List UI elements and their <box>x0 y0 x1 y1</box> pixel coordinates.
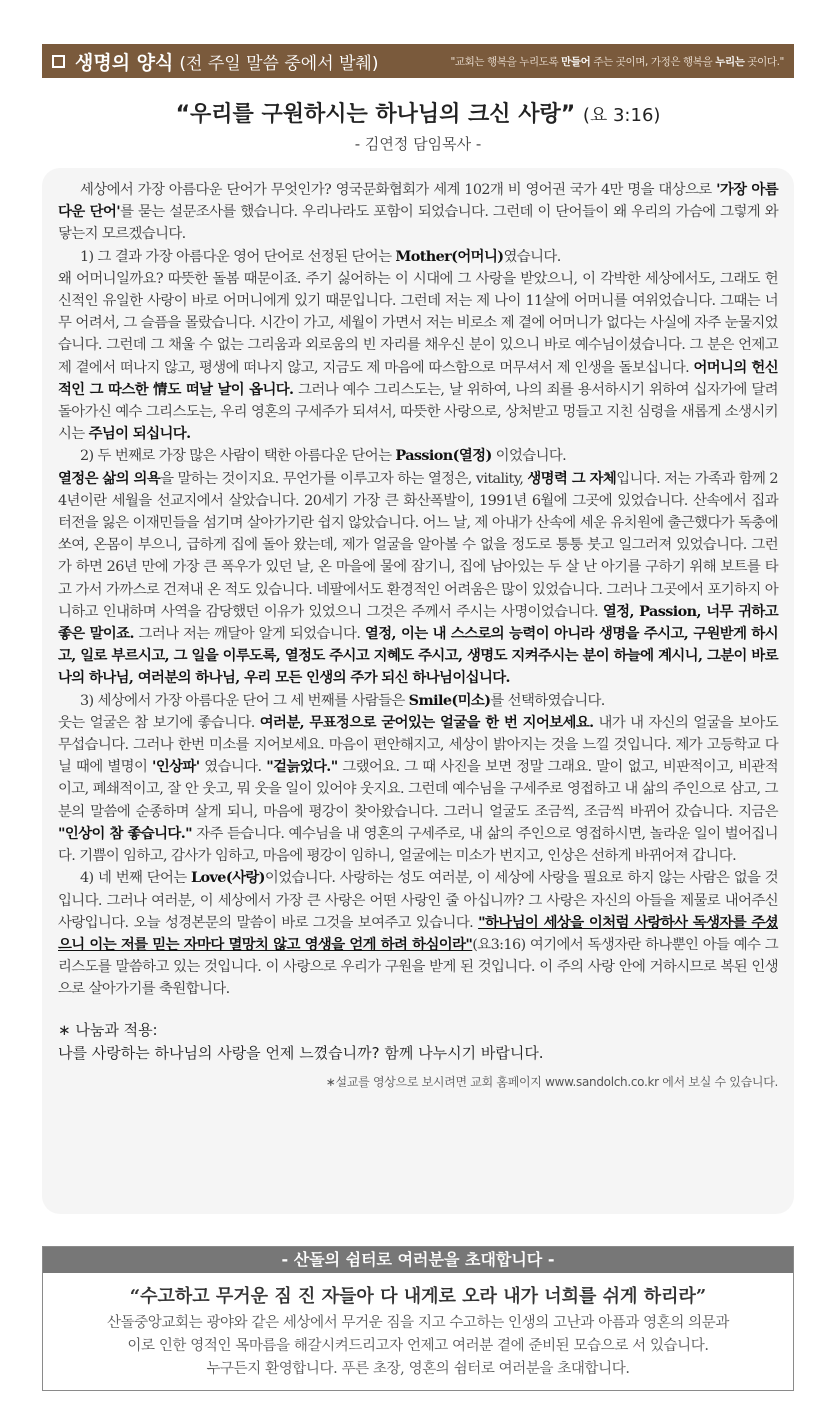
church-tagline: "교회는 행복을 누리도록 만들어 주는 곳이며, 가정은 행복을 누리는 곳이다." <box>450 55 784 68</box>
sermon-title: “우리를 구원하시는 하나님의 크신 사랑” (요 3:16) <box>175 102 661 127</box>
section-subtitle: (전 주일 말씀 중에서 발췌) <box>179 53 379 74</box>
scripture-reference: (요 3:16) <box>582 105 661 126</box>
paragraph-point-2: 2) 두 번째로 가장 많은 사람이 택한 아름다운 단어는 Passion(열정) 이었습니다. <box>80 447 567 465</box>
section-header-bar <box>42 44 794 78</box>
sermon-body <box>42 168 794 1214</box>
application-heading: ∗ 나눔과 적용: <box>58 1020 158 1039</box>
application-question: 나를 사랑하는 하나님의 사랑을 언제 느꼈습니까? 함께 나누시기 바랍니다. <box>58 1043 544 1062</box>
invitation-heading: - 산돌의 쉼터로 여러분을 초대합니다 - <box>43 1247 793 1273</box>
application-section <box>58 1019 778 1065</box>
invitation-box <box>42 1246 794 1391</box>
preacher-name: - 김연정 담임목사 - <box>354 135 482 153</box>
paragraph-mother: 왜 어머니일까요? 따뜻한 돌봄 때문이죠. 주기 싫어하는 이 시대에 그 사랑을 받았으니, 이 각박한 세상에서도, 그래도 헌신적인 유일한 사랑이 바로 어머니에게 있기 때문입니다. 그런데 저는 제 나이 11살에 어머니를 여위었습니다. 그때는 너무 어려서, 그 슬픔을 몰랐습니다. 시간이 가고, 세월이 가면서 저는 비로소 제 곁에 어머니가 없다는 사실에 자주 눈물지었습니다. 그런데 그 채울 수 없는 그리움과 외로움의 빈 자리를 채우신 분이 있으니 바로 예수님이셨습니다. 그 분은 언제고 제 곁에서 떠나지 않고, 평생에 떠나지 않고, 지금도 제 마음에 따스함으로 머무셔서 제 인생을 돌보십니다. 어머니의 헌신적인 그 따스한 情도 떠날 날이 옵니다. 그러나 예수 그리스도는, 날 위하여, 나의 죄를 용서하시기 위하여 십자가에 달려 돌아가신 예수 그리스도는, 우리 영혼의 구세주가 되셔서, 따뜻한 사랑으로, 상처받고 멍들고 지친 심령을 새롭게 소생시키시는 주님이 되십니다. <box>58 270 779 443</box>
paragraph-point-3: 3) 세상에서 가장 아름다운 단어 그 세 번째를 사람들은 Smile(미소)를 선택하였습니다. <box>80 691 605 709</box>
invitation-quote: “수고하고 무거운 짐 진 자들아 다 내게로 오라 내가 너희를 쉬게 하리라” <box>129 1286 707 1307</box>
paragraph-passion: 열정은 삶의 의욕을 말하는 것이지요. 무언가를 이루고자 하는 열정은, vitality, 생명력 그 자체입니다. 저는 가족과 함께 24년이란 세월을 선교지에서 살았습니다. 20세기 가장 큰 화산폭발이, 1991년 6월에 그곳에 있었습니다. 산속에서 집과 터전을 잃은 이재민들을 섬기며 살아가기란 쉽지 않았습니다. 어느 날, 제 아내가 산속에 세운 유치원에 출근했다가 독충에 쏘여, 온몸이 부으니, 급하게 집에 돌아 왔는데, 제가 얼굴을 알아볼 수 없을 정도로 퉁퉁 붓고 일그러져 있었습니다. 그런가 하면 26년 만에 가장 큰 폭우가 있던 날, 온 마을에 물에 잠기니, 집에 남아있는 두 살 난 아기를 구하기 위해 보트를 타고 가서 가까스로 건져내 온 적도 있습니다. 네팔에서도 환경적인 어려움은 많이 있었습니다. 그러나 그곳에서 포기하지 아니하고 인내하며 사역을 감당했던 이유가 있었으니 그것은 주께서 주시는 사명이었습니다. 열정, Passion, 너무 귀하고 좋은 말이죠. 그러나 저는 깨달아 알게 되었습니다. 열정, 이는 내 스스로의 능력이 아니라 생명을 주시고, 구원받게 하시고, 일로 부르시고, 그 일을 이루도록, 열정도 주시고 지혜도 주시고, 생명도 지켜주시는 분이 하늘에 계시니, 그분이 바로 나의 하나님, 여러분의 하나님, 우리 모든 인생의 주가 되신 하나님이십니다. <box>58 469 779 687</box>
video-note: ∗설교를 영상으로 보시려면 교회 홈페이지 www.sandolch.co.kr 에서 보실 수 있습니다. <box>325 1074 778 1089</box>
scripture-quote: "하나님이 세상을 이처럼 사랑하사 독생자를 주셨으니 이는 저를 믿는 자마다 멸망치 않고 영생을 얻게 하려 하심이라" <box>58 913 779 953</box>
section-title: 생명의 양식 <box>75 51 174 74</box>
paragraph-point-1: 1) 그 결과 가장 아름다운 영어 단어로 선정된 단어는 Mother(어머니)였습니다. <box>80 247 561 265</box>
square-bullet-icon <box>52 55 65 68</box>
invitation-text: 산돌중앙교회는 광야와 같은 세상에서 무거운 짐을 지고 수고하는 인생의 고난과 아픔과 영혼의 의문과 이로 인한 영적인 목마름을 해갈시켜드리고자 언제고 여러분 곁에 준비된 모습으로 서 있습니다. 누구든지 환영합니다. 푸른 초장, 영혼의 쉼터로 여러분을 초대합니다. <box>106 1315 729 1377</box>
paragraph-intro: 세상에서 가장 아름다운 단어가 무엇인가? 영국문화협회가 세계 102개 비 영어권 국가 4만 명을 대상으로 '가장 아름다운 단어'를 묻는 설문조사를 했습니다. 우리나라도 포함이 되었습니다. 그런데 이 단어들이 왜 우리의 가슴에 그렇게 와 닿는지 모르겠습니다. <box>58 181 779 243</box>
paragraph-love: 4) 네 번째 단어는 Love(사랑)이었습니다. 사랑하는 성도 여러분, 이 세상에 사랑을 필요로 하지 않는 사람은 없을 것입니다. 그러나 여러분, 이 세상에서 가장 큰 사랑은 어떤 사랑인 줄 아십니까? 그 사랑은 자신의 아들을 제물로 내어주신 사랑입니다. 오늘 성경본문의 말씀이 바로 그것을 보여주고 있습니다. "하나님이 세상을 이처럼 사랑하사 독생자를 주셨으니 이는 저를 믿는 자마다 멸망치 않고 영생을 얻게 하려 하심이라"(요3:16) 여기에서 독생자란 하나뿐인 아들 예수 그리스도를 말씀하고 있는 것입니다. 이 사랑으로 우리가 구원을 받게 된 것입니다. 이 주의 사랑 안에 거하시므로 복된 인생으로 살아가기를 축원합니다. <box>58 869 779 998</box>
paragraph-smile: 웃는 얼굴은 참 보기에 좋습니다. 여러분, 무표정으로 굳어있는 얼굴을 한 번 지어보세요. 내가 내 자신의 얼굴을 보아도 무섭습니다. 그러나 한번 미소를 지어보세요. 마음이 편안해지고, 세상이 밝아지는 것을 느낄 것입니다. 제가 고등학교 다닐 때에 별명이 '인상파' 였습니다. "겉늙었다." 그랬어요. 그 때 사진을 보면 정말 그래요. 말이 없고, 비판적이고, 비관적이고, 폐쇄적이고, 잘 안 웃고, 뭐 웃을 일이 있어야 웃지요. 그런데 예수님을 구세주로 영접하고 내 삶의 주인으로 삼고, 그 분의 말씀에 순종하며 살게 되니, 마음에 평강이 찾아왔습니다. 그러니 얼굴도 조금씩, 조금씩 바뀌어 갔습니다. 지금은 "인상이 참 좋습니다." 자주 듣습니다. 예수님을 내 영혼의 구세주로, 내 삶의 주인으로 영접하시면, 놀라운 일이 벌어집니다. 기쁨이 임하고, 감사가 임하고, 마음에 평강이 임하니, 얼굴에는 미소가 번지고, 인상은 선하게 바뀌어져 갑니다. <box>58 713 779 865</box>
